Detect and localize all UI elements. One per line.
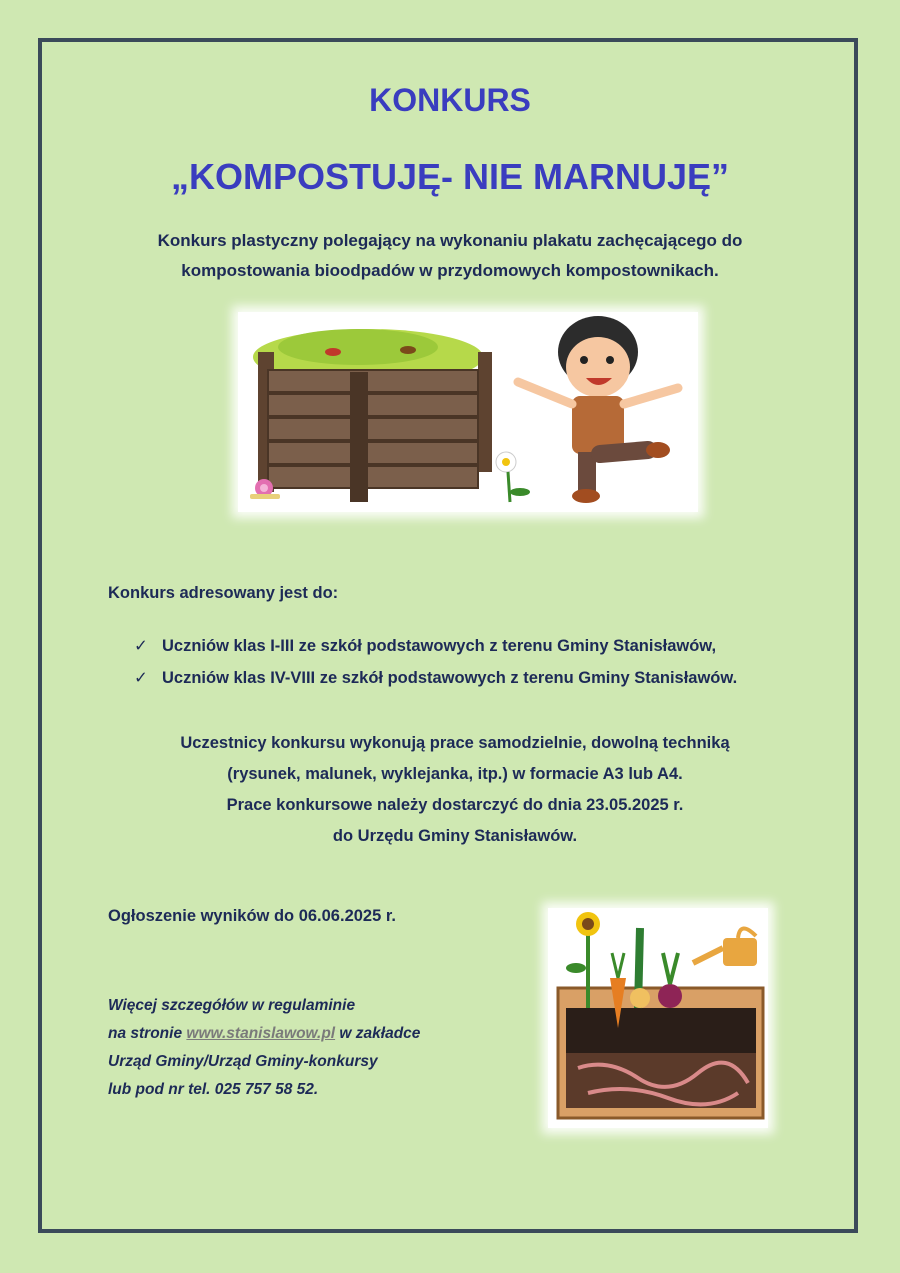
audience-label: Konkurs adresowany jest do: <box>108 584 339 602</box>
more-info-line: Więcej szczegółów w regulaminie <box>108 997 356 1014</box>
more-info-suffix: w zakładce <box>335 1025 421 1042</box>
more-info-line: lub pod nr tel. 025 757 58 52. <box>108 1081 319 1098</box>
details-line: do Urzędu Gminy Stanisławów. <box>332 827 578 845</box>
intro-line: Konkurs plastyczny polegający na wykonaniu plakatu zachęcającego do <box>157 231 743 250</box>
list-item-text: Uczniów klas I-III ze szkół podstawowych z terenu Gminy Stanisławów, <box>162 636 717 655</box>
more-info <box>108 992 420 1104</box>
contest-name: „KOMPOSTUJĘ- NIE MARNUJĘ” <box>170 156 730 197</box>
more-info-line: Urząd Gminy/Urząd Gminy-konkursy <box>108 1053 378 1070</box>
results-announcement: Ogłoszenie wyników do 06.06.2025 r. <box>108 907 396 925</box>
page-title: KONKURS <box>369 82 531 118</box>
list-item <box>134 662 737 694</box>
intro-text <box>100 226 800 286</box>
compost-garden-illustration <box>548 908 768 1128</box>
contest-details <box>100 728 810 852</box>
check-icon: ✓ <box>134 637 148 655</box>
list-item <box>134 630 737 662</box>
more-info-prefix: na stronie <box>108 1025 187 1042</box>
audience-list <box>134 630 737 694</box>
more-info-line <box>108 1020 420 1048</box>
details-line: Prace konkursowe należy dostarczyć do dnia 23.05.2025 r. <box>226 796 684 814</box>
intro-line: kompostowania bioodpadów w przydomowych kompostownikach. <box>181 261 719 280</box>
website-link[interactable]: www.stanislawow.pl <box>186 1025 336 1042</box>
details-line: Uczestnicy konkursu wykonują prace samodzielnie, dowolną techniką <box>180 734 730 752</box>
compost-boy-illustration <box>238 312 698 512</box>
details-line: (rysunek, malunek, wyklejanka, itp.) w formacie A3 lub A4. <box>227 765 683 783</box>
check-icon: ✓ <box>134 669 148 687</box>
list-item-text: Uczniów klas IV-VIII ze szkół podstawowych z terenu Gminy Stanisławów. <box>162 668 738 687</box>
